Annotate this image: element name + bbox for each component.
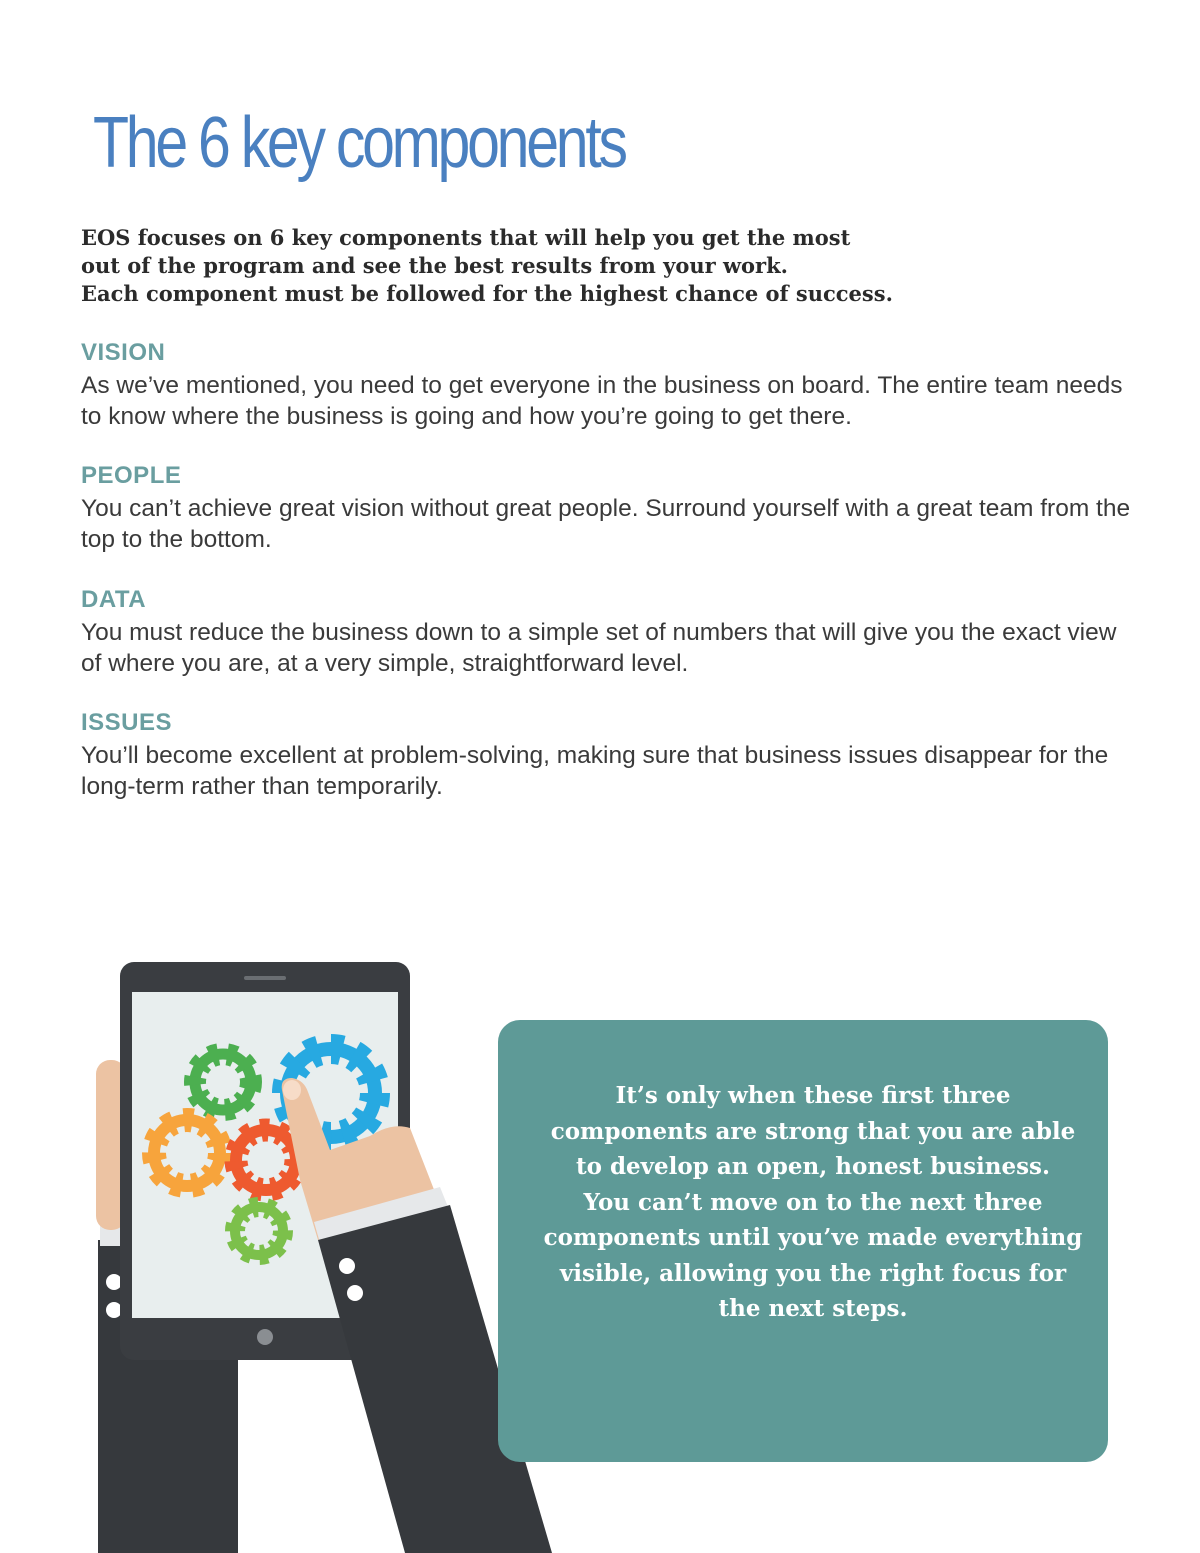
section-text: You must reduce the business down to a simple set of numbers that will give you the exact view of where you are, at a very simple, straightforward level.	[81, 619, 1117, 677]
intro-line-2: Each component must be followed for the highest chance of success.	[81, 281, 893, 306]
intro-line-1: EOS focuses on 6 key components that will help you get the most out of the program and see the best results from your work.	[81, 225, 851, 278]
section-heading: VISION	[81, 339, 166, 366]
section-heading: PEOPLE	[81, 462, 182, 489]
section-text: As we’ve mentioned, you need to get everyone in the business on board. The entire team needs to know where the business is going and how you’re going to get there.	[81, 372, 1123, 430]
callout-box	[498, 1020, 1108, 1462]
page-title: The 6 key components	[93, 103, 625, 183]
section-data	[81, 585, 1131, 679]
section-people	[81, 461, 1131, 555]
callout-paragraph-1: It’s only when these first three components are strong that you are able to develop an open, honest business.	[550, 1082, 1076, 1180]
tablet-gears-illustration	[0, 940, 560, 1553]
section-issues	[81, 708, 1131, 802]
section-vision	[81, 338, 1131, 432]
callout-paragraph-2: You can’t move on to the next three components until you’ve made everything visible, allowing you the right focus for the next steps.	[543, 1188, 1083, 1322]
callout-text	[538, 1078, 1088, 1327]
section-text: You can’t achieve great vision without great people. Surround yourself with a great team from the top to the bottom.	[81, 495, 1131, 553]
section-heading: DATA	[81, 586, 147, 613]
section-text: You’ll become excellent at problem-solving, making sure that business issues disappear for the long-term rather than temporarily.	[81, 742, 1109, 800]
section-heading: ISSUES	[81, 709, 173, 736]
intro-text	[81, 224, 901, 308]
